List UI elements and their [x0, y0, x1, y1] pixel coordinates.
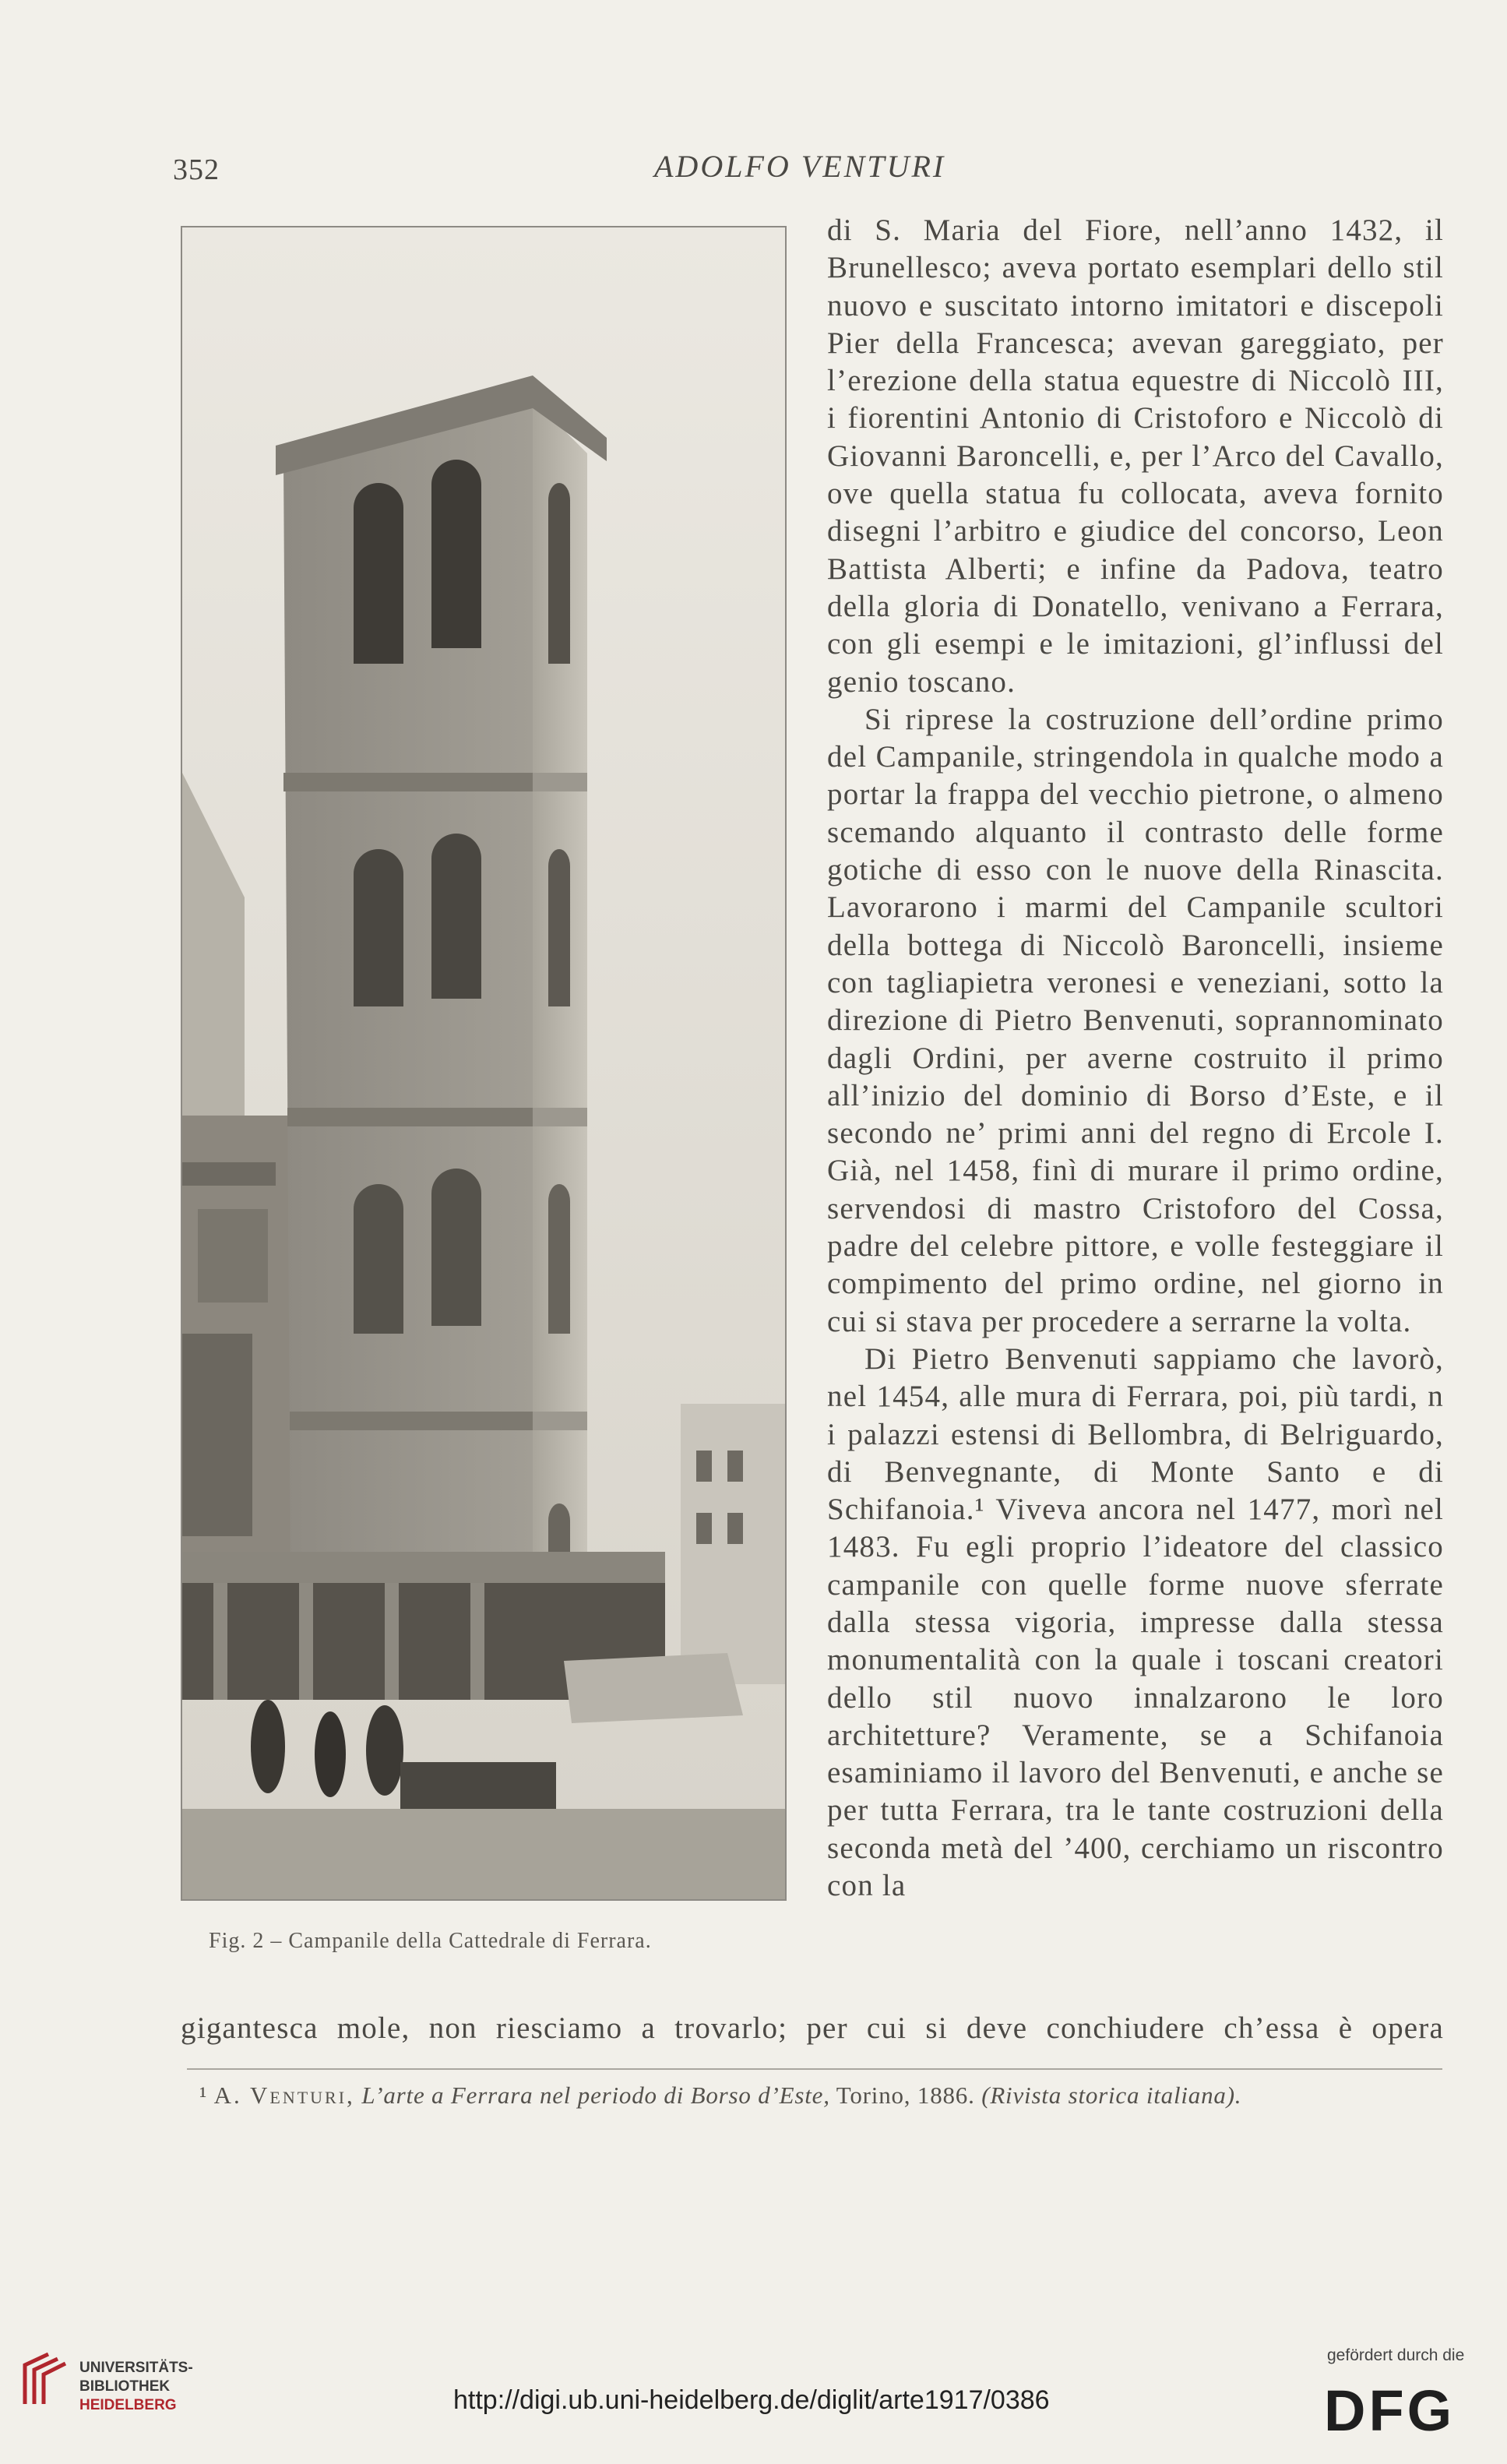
- library-logo-icon: [17, 2349, 70, 2416]
- library-name: [79, 2359, 193, 2415]
- footnote-author: A. Venturi,: [213, 2082, 355, 2109]
- body-text-column: [827, 212, 1444, 1905]
- footnote-marker: ¹: [199, 2082, 208, 2109]
- footnote-place-year: Torino, 1886.: [836, 2082, 975, 2109]
- source-url-link[interactable]: http://digi.ub.uni-heidelberg.de/diglit/arte1917/0386: [453, 2385, 1050, 2415]
- figure-caption: Fig. 2 – Campanile della Cattedrale di Ferrara.: [209, 1929, 652, 1953]
- footnote-source: (Rivista storica italiana).: [981, 2082, 1242, 2109]
- paragraph-1: di S. Maria del Fiore, nell’anno 1432, il Brunellesco; aveva portato esemplari dello stil nuovo e suscitato intorno imitatori e discepoli Pier della Francesca; avevan gareggiato, per l’erezione della statua equestre di Niccolò III, i fiorentini Antonio di Cristoforo e Niccolò di Giovanni Baroncelli, e, per l’Arco del Cavallo, ove quella statua fu collocata, aveva fornito disegni l’arbitro e giudice del concorso, Leon Battista Alberti; e infine da Padova, teatro della gloria di Donatello, venivano a Ferrara, con gli esempi e le imitazioni, gl’influssi del genio toscano.: [827, 213, 1444, 699]
- page-number: 352: [173, 153, 220, 186]
- funded-by-label: gefördert durch die: [1327, 2346, 1465, 2364]
- running-head: ADOLFO VENTURI: [654, 149, 946, 184]
- campanile-photograph: [181, 226, 787, 1901]
- paragraph-3: Di Pietro Benvenuti sappiamo che lavorò, nel 1454, alle mura di Ferrara, poi, più tardi, n i palazzi estensi di Bellombra, di Belriguardo, di Benvegnante, di Monte Santo e di Schifanoia.¹ Viveva ancora nel 1477, morì nel 1483. Fu egli proprio l’ideatore del classico campanile con quelle forme nuove sferrate dalla stessa vigoria, impresse dalla stessa monumentalità con la quale i toscani creatori dello stil nuovo innalzarono le loro architetture? Veramente, se a Schifanoia esaminiamo il lavoro del Benvenuti, e anche se per tutta Ferrara, tra le tante costruzioni della seconda metà del ’400, cerchiamo un riscontro con la: [827, 1341, 1444, 1903]
- library-name-line-2: BIBLIOTHEK: [79, 2378, 171, 2395]
- paragraph-2: Si riprese la costruzione dell’ordine primo del Campanile, stringendola in qualche modo a portar la frappa del vecchio pietrone, o almeno scemando alquanto il contrasto delle forme gotiche di esso con le nuove della Rinascita. Lavorarono i marmi del Campanile scultori della bottega di Niccolò Baroncelli, insieme con tagliapietra veronesi e veneziani, sotto la direzione di Pietro Benvenuti, soprannominato dagli Ordini, per averne costruito il primo all’inizio del dominio di Borso d’Este, e il secondo ne’ primi anni del regno di Ercole I. Già, nel 1458, finì di murare il primo ordine, servendosi di mastro Cristoforo del Cossa, padre del celebre pittore, e volle festeggiare il compimento del primo ordine, nel giorno in cui si stava per procedere a serrarne la volta.: [827, 702, 1444, 1338]
- dfg-logo: DFG: [1324, 2378, 1456, 2443]
- footnote-title: L’arte a Ferrara nel periodo di Borso d’Este,: [361, 2082, 830, 2109]
- footnote: [199, 2082, 1445, 2110]
- library-name-line-1: UNIVERSITÄTS-: [79, 2360, 193, 2376]
- full-width-text-line: gigantesca mole, non riesciamo a trovarlo; per cui si deve conchiudere ch’essa è opera: [181, 2011, 1444, 2045]
- footnote-divider: [187, 2068, 1442, 2070]
- library-name-line-3: HEIDELBERG: [79, 2397, 177, 2413]
